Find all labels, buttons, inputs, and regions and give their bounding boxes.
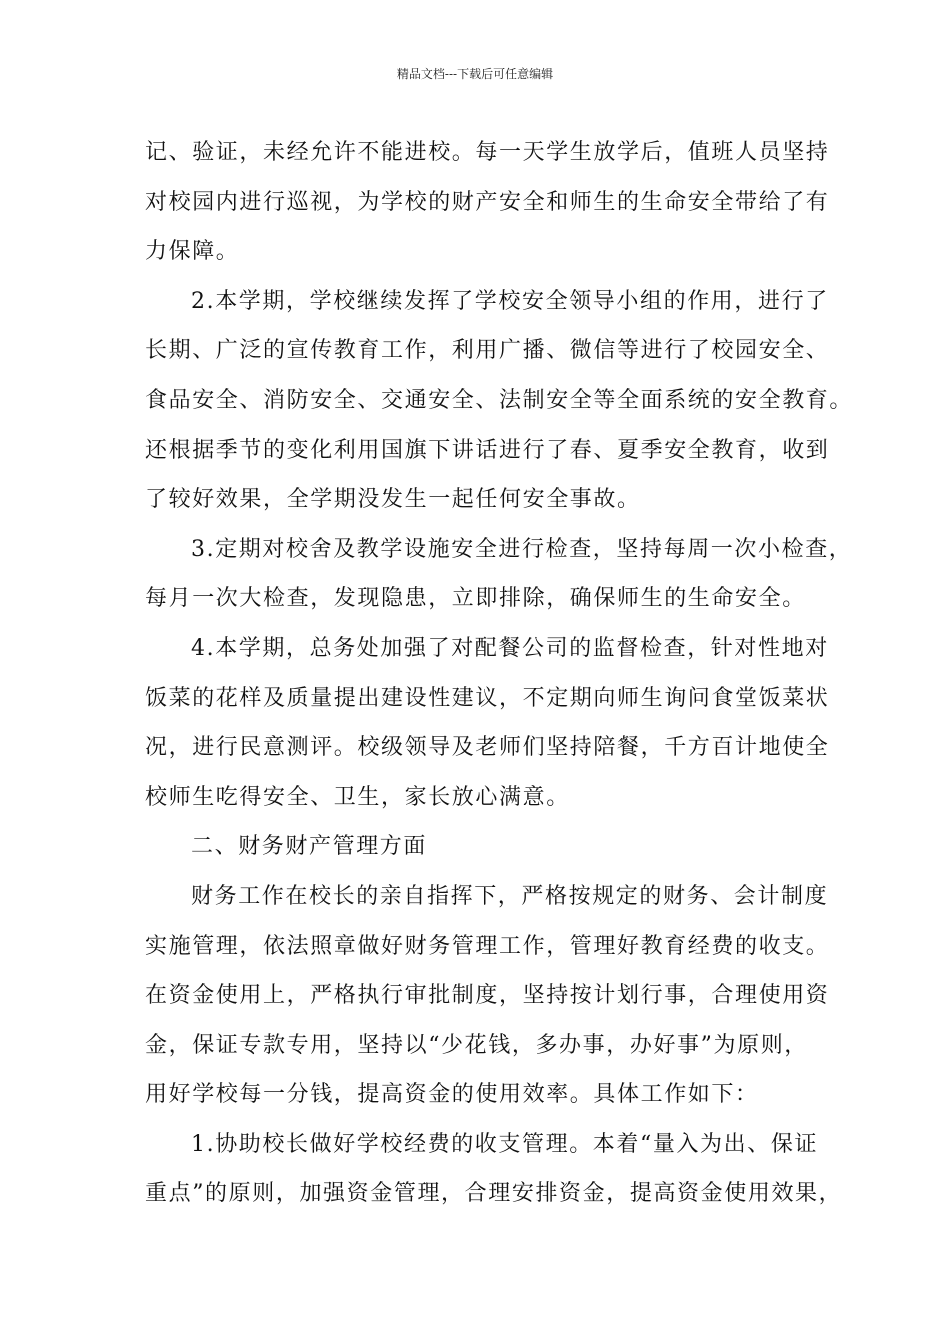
text-line: 力保障。 — [145, 239, 240, 265]
text-line: 饭菜的花样及质量提出建设性建议，不定期向师生询问食堂饭菜状 — [145, 685, 830, 711]
paragraph-finance-1-start: 1.协助校长做好学校经费的收支管理。本着“量入为出、保证 — [191, 1131, 819, 1157]
text-line: 在资金使用上，严格执行审批制度，坚持按计划行事，合理使用资 — [145, 983, 830, 1009]
text-line: 食品安全、消防安全、交通安全、法制安全等全面系统的安全教育。 — [145, 387, 854, 413]
text-line: 重点”的原则，加强资金管理，合理安排资金，提高资金使用效果， — [145, 1181, 843, 1207]
text-line: 金，保证专款专用，坚持以“少花钱，多办事，办好事”为原则， — [145, 1032, 808, 1058]
text-line: 实施管理，依法照章做好财务管理工作，管理好教育经费的收支。 — [145, 933, 830, 959]
text-line: 还根据季节的变化利用国旗下讲话进行了春、夏季安全教育，收到 — [145, 437, 830, 463]
paragraph-3-start: 3.定期对校舍及教学设施安全进行检查，坚持每周一次小检查， — [191, 536, 853, 562]
text-line: 用好学校每一分钱，提高资金的使用效率。具体工作如下： — [145, 1082, 759, 1108]
text-line: 对校园内进行巡视，为学校的财产安全和师生的生命安全带给了有 — [145, 189, 830, 215]
text-line: 长期、广泛的宣传教育工作，利用广播、微信等进行了校园安全、 — [145, 338, 830, 364]
page-header: 精品文档---下载后可任意编辑 — [396, 67, 554, 81]
text-line: 况，进行民意测评。校级领导及老师们坚持陪餐，千方百计地使全 — [145, 735, 830, 761]
text-line: 了较好效果，全学期没发生一起任何安全事故。 — [145, 487, 641, 513]
paragraph-2-start: 2.本学期，学校继续发挥了学校安全领导小组的作用，进行了 — [191, 288, 829, 314]
text-line: 每月一次大检查，发现隐患，立即排除，确保师生的生命安全。 — [145, 586, 806, 612]
paragraph-finance-start: 财务工作在校长的亲自指挥下，严格按规定的财务、会计制度 — [191, 883, 829, 909]
text-line: 记、验证，未经允许不能进校。每一天学生放学后，值班人员坚持 — [145, 140, 830, 165]
text-line: 校师生吃得安全、卫生，家长放心满意。 — [145, 784, 570, 810]
paragraph-4-start: 4.本学期，总务处加强了对配餐公司的监督检查，针对性地对 — [191, 635, 829, 661]
section-heading: 二、财务财产管理方面 — [191, 834, 428, 860]
document-body — [145, 128, 854, 1219]
